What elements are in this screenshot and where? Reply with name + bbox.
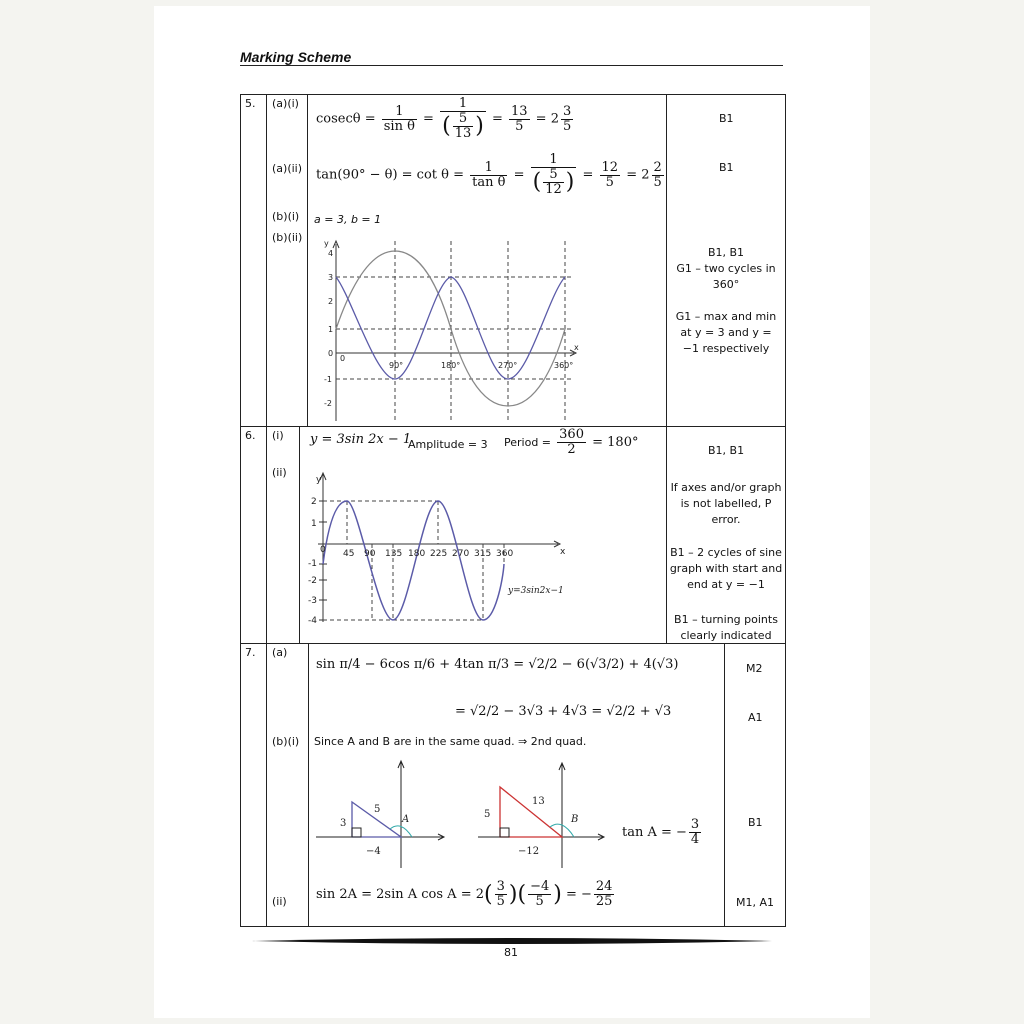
equation-cosec: cosecθ = $\frac{1}{\text{sin θ}}$ = 1 ( $\frac{5}{13}$ ) = $\frac{13}{5}$ = 2 $\frac{3}{5}$ xyxy=(316,96,572,141)
svg-text:y=3sin2x−1: y=3sin2x−1 xyxy=(508,586,564,596)
svg-text:B: B xyxy=(571,814,579,825)
mark-5ai: B1 xyxy=(719,112,734,125)
eq1-frac1: $\frac{1}{\text{sin θ}}$ xyxy=(383,103,415,134)
svg-text:135: 135 xyxy=(385,549,403,559)
svg-text:-1: -1 xyxy=(324,375,332,384)
q6-equation: y = 3sin 2x − 1 xyxy=(310,432,412,447)
eq1-frac2: 1 ( $\frac{5}{13}$ ) xyxy=(442,96,484,141)
eq2-frac4: $\frac{12}{5}$ xyxy=(601,159,619,190)
svg-text:3: 3 xyxy=(340,818,347,829)
part-label-5aii: (a)(ii) xyxy=(272,162,303,175)
svg-text:270: 270 xyxy=(452,549,470,559)
svg-text:3: 3 xyxy=(328,273,334,282)
svg-text:-2: -2 xyxy=(308,576,317,586)
eq2-frac2: 1 ( $\frac{5}{12}$ ) xyxy=(532,152,575,197)
svg-text:180: 180 xyxy=(408,549,426,559)
table-border-bottom xyxy=(240,926,786,927)
svg-text:315: 315 xyxy=(474,549,492,559)
svg-text:360°: 360° xyxy=(554,361,574,370)
q5-y-label: y xyxy=(324,239,329,248)
q6-graph xyxy=(308,470,578,630)
svg-text:90: 90 xyxy=(364,549,376,559)
col-divider-marks-q7 xyxy=(724,643,725,927)
q7-line1: sin π/4 − 6cos π/6 + 4tan π/3 = √2/2 − 6(√3/2) + 4(√3) xyxy=(316,657,679,672)
svg-text:360: 360 xyxy=(496,549,514,559)
mark-5b-g1-cycles: G1 – two cycles in 360° xyxy=(676,262,776,291)
svg-text:-2: -2 xyxy=(324,399,332,408)
part-label-6ii: (ii) xyxy=(272,466,287,479)
part-label-6i: (i) xyxy=(272,429,284,442)
mark-5b-b1: B1, B1 xyxy=(707,246,745,259)
mark-5aii: B1 xyxy=(719,161,734,174)
equation-tan: tan(90° − θ) = cot θ = $\frac{1}{\text{tan θ}}$ = 1 ( $\frac{5}{12}$ ) = $\frac{12}{5}$ = 2 $\frac{2}{5}$ xyxy=(316,152,662,197)
svg-text:0: 0 xyxy=(328,349,334,358)
question-number-5: 5. xyxy=(245,97,256,110)
eq1-lhs: cosecθ = xyxy=(316,111,376,127)
q7-tanA: tan A = − $\frac{3}{4}$ xyxy=(622,817,700,847)
q6-curve xyxy=(323,501,504,620)
col-divider-part-q7 xyxy=(308,643,309,927)
q5-x-label: x xyxy=(574,343,579,352)
svg-text:−4: −4 xyxy=(366,846,381,857)
svg-text:2: 2 xyxy=(311,497,317,507)
svg-text:5: 5 xyxy=(374,804,381,815)
mark-6-cycles: B1 – 2 cycles of sine graph with start and end at y = −1 xyxy=(669,546,783,591)
mark-5b-g1-maxmin: G1 – max and min at y = 3 and y = −1 respectively xyxy=(675,310,777,355)
svg-text:A: A xyxy=(402,814,410,825)
eq2-lhs: tan(90° − θ) = cot θ = xyxy=(316,167,464,183)
svg-text:-3: -3 xyxy=(308,596,317,606)
col-divider-part-q5 xyxy=(307,94,308,426)
eq1-frac4: $\frac{13}{5}$ xyxy=(511,103,528,134)
q6-period: Period = $\frac{360}{2}$ = 180° xyxy=(504,427,639,457)
svg-text:225: 225 xyxy=(430,549,448,559)
mark-6-b1b1: B1, B1 xyxy=(708,444,745,457)
part-label-5bi: (b)(i) xyxy=(272,210,300,223)
q5-graph xyxy=(316,236,586,426)
svg-text:y: y xyxy=(316,475,322,485)
svg-text:-4: -4 xyxy=(308,616,317,626)
page-number: 81 xyxy=(504,946,518,959)
svg-text:1: 1 xyxy=(311,519,317,529)
svg-text:−12: −12 xyxy=(518,846,540,857)
svg-text:-1: -1 xyxy=(308,559,317,569)
q7-since: Since A and B are in the same quad. ⇒ 2nd quad. xyxy=(314,735,587,748)
part-label-7ii: (ii) xyxy=(272,895,287,908)
svg-text:0: 0 xyxy=(340,354,346,363)
part-label-7bi: (b)(i) xyxy=(272,735,300,748)
svg-text:13: 13 xyxy=(532,796,545,807)
mark-6-p-error: If axes and/or graph is not labelled, P error. xyxy=(670,481,782,526)
q7-line2: = √2/2 − 3√3 + 4√3 = √2/2 + √3 xyxy=(455,704,672,719)
q6-amplitude: Amplitude = 3 xyxy=(408,438,488,451)
mark-7bi-b1: B1 xyxy=(748,816,763,829)
svg-text:0: 0 xyxy=(320,545,326,555)
eq1-frac5: $\frac{3}{5}$ xyxy=(563,103,572,134)
eq2-frac5: $\frac{2}{5}$ xyxy=(653,159,662,190)
eq1-whole: 2 xyxy=(550,111,559,127)
question-number-6: 6. xyxy=(245,429,256,442)
mark-7a-a1: A1 xyxy=(748,711,763,724)
row-divider-q6 xyxy=(240,426,786,427)
part-label-5ai: (a)(i) xyxy=(272,97,299,110)
svg-text:2: 2 xyxy=(328,297,334,306)
mark-7ii-m1a1: M1, A1 xyxy=(736,896,775,909)
table-border-left xyxy=(240,94,241,927)
question-number-7: 7. xyxy=(245,646,256,659)
svg-text:4: 4 xyxy=(328,249,334,258)
svg-text:1: 1 xyxy=(328,325,334,334)
q7-sin2A: sin 2A = 2sin A cos A = 2( $\frac{3}{5}$ )( $\frac{-4}{5}$ ) = − $\frac{24}{25}$ xyxy=(316,879,613,909)
svg-text:x: x xyxy=(560,547,566,557)
header-rule xyxy=(240,65,783,66)
mark-7a-m2: M2 xyxy=(746,662,763,675)
table-border-top xyxy=(240,94,786,95)
part-label-7a: (a) xyxy=(272,646,288,659)
svg-text:45: 45 xyxy=(343,549,355,559)
svg-text:180°: 180° xyxy=(441,361,461,370)
mark-6-turning: B1 – turning points clearly indicated xyxy=(674,613,778,642)
part-label-5bii: (b)(ii) xyxy=(272,231,303,244)
footer-divider xyxy=(252,938,772,944)
page-header-title: Marking Scheme xyxy=(240,49,352,65)
svg-text:270°: 270° xyxy=(498,361,518,370)
eq2-whole: 2 xyxy=(641,167,650,183)
ab-values: a = 3, b = 1 xyxy=(314,213,382,226)
svg-text:5: 5 xyxy=(484,809,491,820)
eq2-frac1: $\frac{1}{\text{tan θ}}$ xyxy=(472,159,506,190)
q7-triangle-B xyxy=(478,760,608,870)
col-divider-num xyxy=(266,94,267,927)
q7-triangle-A xyxy=(316,760,446,870)
svg-text:90°: 90° xyxy=(389,361,404,370)
table-border-right xyxy=(785,94,786,927)
col-divider-part-q6 xyxy=(299,426,300,643)
col-divider-marks-q56 xyxy=(666,94,667,643)
